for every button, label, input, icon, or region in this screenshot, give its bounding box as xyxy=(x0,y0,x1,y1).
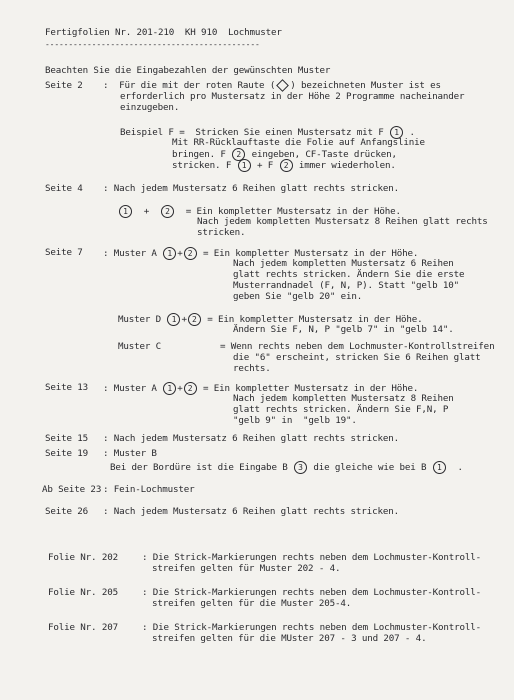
seite-7-a3: glatt rechts stricken. Ändern Sie die erste xyxy=(233,269,465,280)
seite-15-label: Seite 15 xyxy=(45,433,89,444)
circled-number-icon: 1 xyxy=(433,461,446,474)
example-line4: stricken. F 1 + F 2 immer wiederholen. xyxy=(172,160,396,171)
circled-number-icon: 2 xyxy=(184,382,197,395)
seite-13-a2: Nach jedem kompletten Mustersatz 8 Reihen xyxy=(233,393,454,404)
circled-number-icon: 2 xyxy=(188,313,201,326)
circled-number-icon: 1 xyxy=(238,159,251,172)
seite-26-line1: : Nach jedem Mustersatz 6 Reihen glatt rechts stricken. xyxy=(103,506,399,517)
seite-15-line1: : Nach jedem Mustersatz 6 Reihen glatt rechts stricken. xyxy=(103,433,399,444)
seite-13-label: Seite 13 xyxy=(45,382,89,393)
folie-207-label: Folie Nr. 207 xyxy=(48,622,118,633)
seite-26-label: Seite 26 xyxy=(45,506,89,517)
seite-19-label: Seite 19 xyxy=(45,448,89,459)
seite-7-muster-a: : Muster A 1 + 2 = Ein kompletter Mustersatz in der Höhe. xyxy=(103,248,419,259)
circled-number-icon: 3 xyxy=(294,461,307,474)
seite-4-line1: : Nach jedem Mustersatz 6 Reihen glatt rechts stricken. xyxy=(103,183,399,194)
seite-19-line1: : Muster B xyxy=(103,448,157,459)
example-line1: Beispiel F = Stricken Sie einen Mustersatz mit F 1 . xyxy=(120,127,415,138)
circled-number-icon: 2 xyxy=(161,205,174,218)
seite-7-label: Seite 7 xyxy=(45,247,83,258)
intro-text: Beachten Sie die Eingabezahlen der gewünschten Muster xyxy=(45,65,331,76)
seite-2-line1: : Für die mit der roten Raute ( ) bezeichneten Muster ist es xyxy=(103,80,441,91)
seite-4-line3: Nach jedem kompletten Mustersatz 8 Reihen glatt rechts xyxy=(197,216,488,227)
seite-2-label: Seite 2 xyxy=(45,80,83,91)
circled-number-icon: 1 xyxy=(163,247,176,260)
circled-number-icon: 1 xyxy=(390,126,403,139)
seite-13-a4: "gelb 9" in "gelb 19". xyxy=(233,415,357,426)
circled-number-icon: 2 xyxy=(280,159,293,172)
seite-7-a2: Nach jedem kompletten Mustersatz 6 Reihen xyxy=(233,258,454,269)
circled-number-icon: 1 xyxy=(119,205,132,218)
document-title: Fertigfolien Nr. 201-210 KH 910 Lochmuster xyxy=(45,27,282,38)
folie-207-line1: : Die Strick-Markierungen rechts neben dem Lochmuster-Kontroll- xyxy=(142,622,482,633)
red-rhombus-icon xyxy=(276,79,289,92)
folie-202-line1: : Die Strick-Markierungen rechts neben dem Lochmuster-Kontroll- xyxy=(142,552,482,563)
folie-207-line2: streifen gelten für die MUster 207 - 3 und 207 - 4. xyxy=(152,633,427,644)
seite-4-formula: 1 + 2 = Ein kompletter Mustersatz in der Höhe. xyxy=(118,205,401,218)
circled-number-icon: 1 xyxy=(163,382,176,395)
seite-7-c2: die "6" erscheint, stricken Sie 6 Reihen glatt xyxy=(233,352,481,363)
example-line3: bringen. F 2 eingeben, CF-Taste drücken, xyxy=(172,149,397,160)
folie-205-label: Folie Nr. 205 xyxy=(48,587,118,598)
seite-4-line4: stricken. xyxy=(197,227,246,238)
folie-205-line2: streifen gelten für die Muster 205-4. xyxy=(152,598,352,609)
seite-2-line2: erforderlich pro Mustersatz in der Höhe 2 Programme nacheinander xyxy=(120,91,465,102)
example-line2: Mit RR-Rücklauftaste die Folie auf Anfangslinie xyxy=(172,137,425,148)
seite-4-label: Seite 4 xyxy=(45,183,83,194)
title-rule: ---------------------------------------------- xyxy=(45,40,260,49)
folie-205-line1: : Die Strick-Markierungen rechts neben dem Lochmuster-Kontroll- xyxy=(142,587,482,598)
seite-19-line2: Bei der Bordüre ist die Eingabe B 3 die gleiche wie bei B 1 . xyxy=(110,462,463,473)
seite-7-muster-c-label: Muster C xyxy=(118,341,162,352)
circled-number-icon: 2 xyxy=(232,148,245,161)
seite-7-muster-d: Muster D 1 + 2 = Ein kompletter Mustersatz in der Höhe. xyxy=(118,314,423,325)
seite-13-muster-a: : Muster A 1 + 2 = Ein kompletter Mustersatz in der Höhe. xyxy=(103,383,419,394)
circled-number-icon: 1 xyxy=(167,313,180,326)
seite-7-c3: rechts. xyxy=(233,363,271,374)
seite-23-line1: : Fein-Lochmuster xyxy=(103,484,195,495)
circled-number-icon: 2 xyxy=(184,247,197,260)
seite-23-label: Ab Seite 23 xyxy=(42,484,102,495)
seite-2-line3: einzugeben. xyxy=(120,102,180,113)
folie-202-line2: streifen gelten für Muster 202 - 4. xyxy=(152,563,341,574)
seite-7-d2: Ändern Sie F, N, P "gelb 7" in "gelb 14". xyxy=(233,324,454,335)
folie-202-label: Folie Nr. 202 xyxy=(48,552,118,563)
seite-7-a4: Musterrandnadel (F, N, P). Statt "gelb 10" xyxy=(233,280,460,291)
seite-7-c1: = Wenn rechts neben dem Lochmuster-Kontrollstreifen xyxy=(220,341,495,352)
seite-13-a3: glatt rechts stricken. Ändern Sie F,N, P xyxy=(233,404,449,415)
seite-7-a5: geben Sie "gelb 20" ein. xyxy=(233,291,363,302)
